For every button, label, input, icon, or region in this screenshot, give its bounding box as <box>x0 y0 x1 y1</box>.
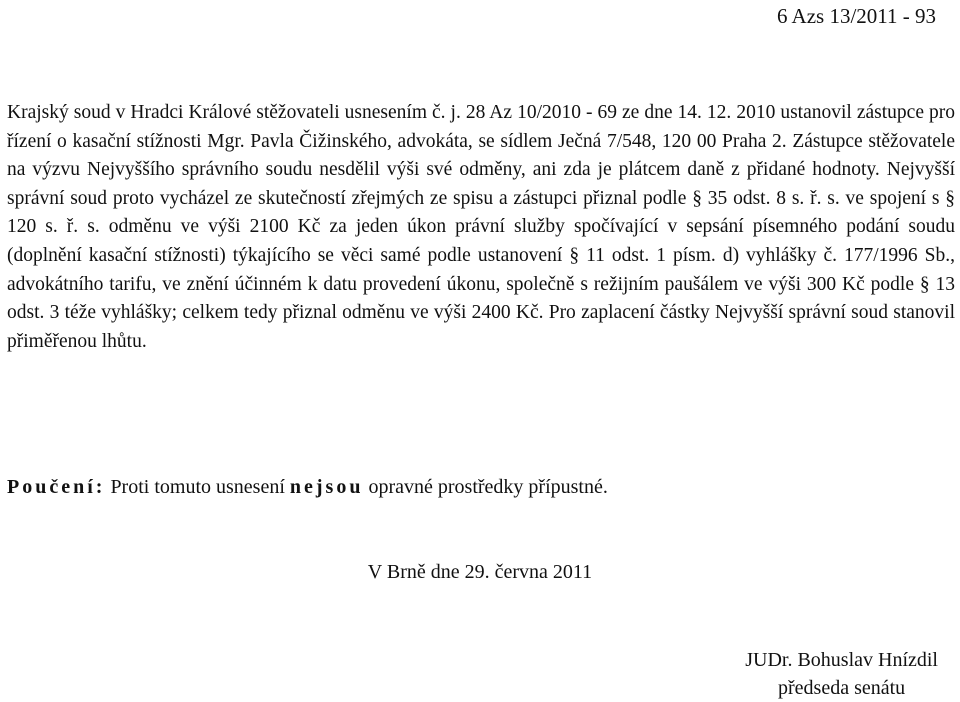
main-paragraph <box>7 99 955 356</box>
signatory-name: JUDr. Bohuslav Hnízdil <box>745 649 938 671</box>
section-sign-icon: § <box>692 187 702 209</box>
section-sign-icon: § <box>569 244 580 266</box>
paragraph-text-part-1: Krajský soud v Hradci Králové stěžovateli usnesením č. j. 28 Az 10/2010 - 69 ze dne 14. 12. 2010 ustanovil zástupce pro řízení o kasační stížnosti Mgr. Pavla Čižinského, advokáta, se sídlem Ječná 7/548, 120 00 Praha 2. Zástupce stěžovatele na výzvu Nejvyššího správního soudu nesdělil výši své odměny, ani zda je plátcem daně z přidané hodnoty. Nejvyšší správní soud proto vycházel ze skutečností zřejmých ze spisu a zástupci přiznal podle <box>7 102 955 209</box>
notice-text-before: Proti tomuto usnesení <box>110 476 285 498</box>
notice-text-after: opravné prostředky přípustné. <box>368 476 608 498</box>
legal-notice <box>7 476 608 499</box>
paragraph-text-part-3: 120 s. ř. s. odměnu ve výši 2100 Kč za jeden úkon právní služby spočívající v sepsání písemného podání soudu (doplnění kasační stížnosti) týkajícího se věci samé podle ustanovení <box>7 216 955 266</box>
case-number: 6 Azs 13/2011 - 93 <box>776 4 936 28</box>
section-sign-icon: § <box>945 187 956 209</box>
paragraph-text-part-2: 35 odst. 8 s. ř. s. ve spojení s <box>707 187 940 209</box>
paragraph-text-part-5: 13 odst. 3 téže vyhlášky; celkem tedy přiznal odměnu ve výši 2400 Kč. Pro zaplacení částky Nejvyšší správní soud stanovil přiměřenou lhůtu. <box>7 273 955 352</box>
notice-emphasis: nejsou <box>289 476 364 498</box>
section-sign-icon: § <box>919 273 930 295</box>
signatory-title: předseda senátu <box>778 677 906 699</box>
place-and-date: V Brně dne 29. června 2011 <box>367 561 593 583</box>
notice-label: Poučení: <box>7 476 106 498</box>
paragraph-text-part-4: 11 odst. 1 písm. d) vyhlášky č. 177/1996 Sb., advokátního tarifu, ve znění účinném k datu provedení úkonu, společně s režijním paušálem ve výši 300 Kč podle <box>7 244 956 295</box>
signature-block <box>745 646 938 702</box>
